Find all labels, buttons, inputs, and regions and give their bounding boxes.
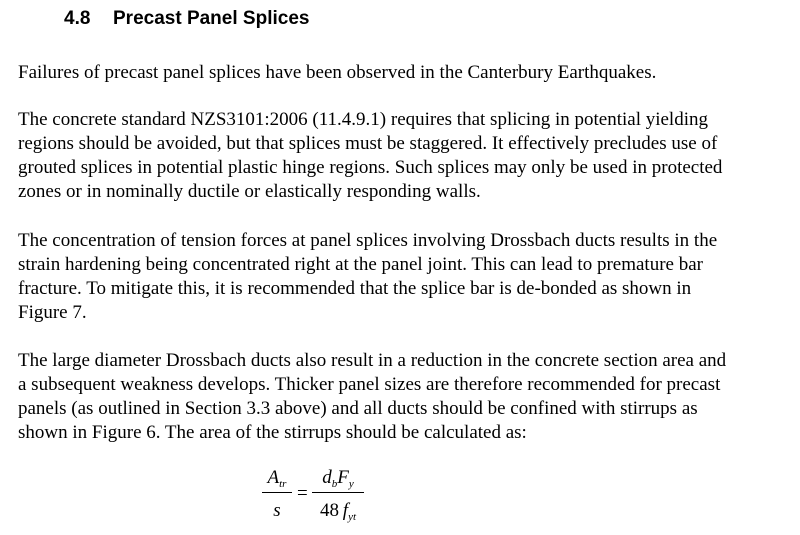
rhs-fraction-bar [312,492,364,493]
paragraph-line: a subsequent weakness develops. Thicker panel sizes are therefore recommended for precast [18,374,721,395]
paragraph-2 [18,108,788,204]
rhs-denominator: 48 $f_{yt}$ [319,500,357,523]
paragraph-line: regions should be avoided, but that splices must be staggered. It effectively precludes use of [18,133,718,154]
paragraph-line: The concrete standard NZS3101:2006 (11.4.9.1) requires that splicing in potential yielding [18,109,708,130]
paragraph-line: fracture. To mitigate this, it is recommended that the splice bar is de-bonded as shown in [18,278,692,299]
paragraph-line: zones or in nominally ductile or elastically responding walls. [18,181,481,202]
paragraph-line: panels (as outlined in Section 3.3 above) and all ducts should be confined with stirrups as [18,398,698,419]
stirrup-area-formula [262,466,402,532]
section-heading [64,7,309,31]
paragraph-3 [18,229,788,325]
lhs-denominator: s [273,500,281,521]
lhs-fraction-bar [262,492,292,493]
paragraph-line: shown in Figure 6. The area of the stirrups should be calculated as: [18,422,527,443]
paragraph-4 [18,349,788,445]
paragraph-line: Figure 7. [18,302,87,323]
paragraph-line: strain hardening being concentrated right at the panel joint. This can lead to premature bar [18,254,703,275]
paragraph-line: The concentration of tension forces at panel splices involving Drossbach ducts results in the [18,230,718,251]
paragraph-1 [18,61,788,85]
section-number: 4.8 [64,8,91,29]
lhs-fraction [262,466,292,523]
lhs-numerator: $A_{tr}$ [267,467,287,490]
section-title: Precast Panel Splices [113,8,310,29]
rhs-numerator: $d_bF_y$ [322,467,354,490]
rhs-fraction [312,466,364,523]
paragraph-line: grouted splices in potential plastic hinge regions. Such splices may only be used in protected [18,157,723,178]
paragraph-line: Failures of precast panel splices have been observed in the Canterbury Earthquakes. [18,62,657,83]
paragraph-line: The large diameter Drossbach ducts also result in a reduction in the concrete section area and [18,350,727,371]
equals-sign: = [297,483,308,504]
